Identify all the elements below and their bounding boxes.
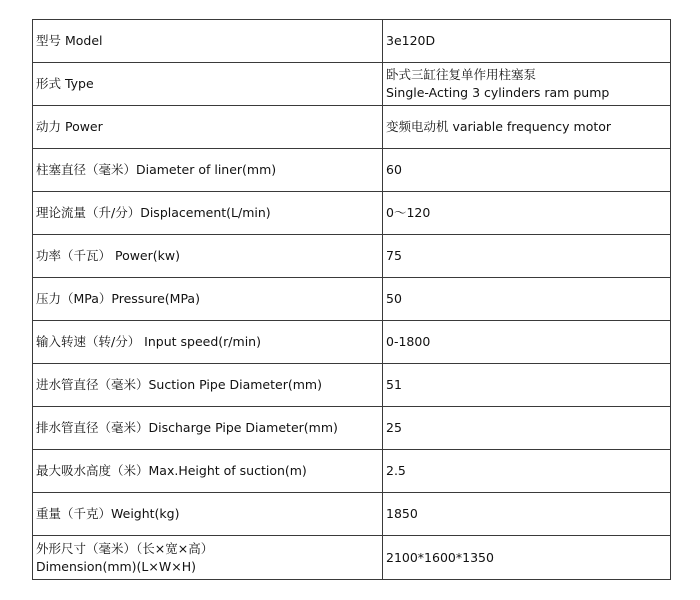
table-row [33,192,671,235]
spec-value: 1850 [383,493,671,536]
table-row [33,450,671,493]
table-row [33,20,671,63]
spec-value: 51 [383,364,671,407]
spec-value: 60 [383,149,671,192]
spec-label: 重量（千克）Weight(kg) [33,493,383,536]
spec-table [32,19,671,580]
spec-label: 最大吸水高度（米）Max.Height of suction(m) [33,450,383,493]
spec-label: 输入转速（转/分） Input speed(r/min) [33,321,383,364]
spec-value-line-cn: 卧式三缸往复单作用柱塞泵 [386,67,537,82]
spec-value: 0-1800 [383,321,671,364]
spec-value: 0～120 [383,192,671,235]
spec-value: 50 [383,278,671,321]
spec-label: 柱塞直径（毫米）Diameter of liner(mm) [33,149,383,192]
spec-label: 型号 Model [33,20,383,63]
spec-value: 2100*1600*1350 [383,536,671,580]
spec-value [383,63,671,106]
spec-label: 理论流量（升/分）Displacement(L/min) [33,192,383,235]
spec-value: 变频电动机 variable frequency motor [383,106,671,149]
spec-label: 形式 Type [33,63,383,106]
spec-value-line-en: Single-Acting 3 cylinders ram pump [386,85,610,100]
table-row [33,407,671,450]
table-row [33,493,671,536]
table-row [33,278,671,321]
spec-label-line-en: Dimension(mm)(L×W×H) [36,558,196,574]
spec-label: 压力（MPa）Pressure(MPa) [33,278,383,321]
table-row [33,364,671,407]
spec-label: 排水管直径（毫米）Discharge Pipe Diameter(mm) [33,407,383,450]
spec-value: 2.5 [383,450,671,493]
table-row [33,63,671,106]
table-row [33,321,671,364]
table-row [33,536,671,580]
table-row [33,106,671,149]
spec-label [33,536,383,580]
spec-label: 进水管直径（毫米）Suction Pipe Diameter(mm) [33,364,383,407]
spec-value: 3e120D [383,20,671,63]
table-row [33,235,671,278]
spec-label-line-cn: 外形尺寸（毫米）（长×宽×高） [36,540,214,556]
spec-label: 动力 Power [33,106,383,149]
table-row [33,149,671,192]
spec-value: 25 [383,407,671,450]
spec-label: 功率（千瓦） Power(kw) [33,235,383,278]
spec-value: 75 [383,235,671,278]
